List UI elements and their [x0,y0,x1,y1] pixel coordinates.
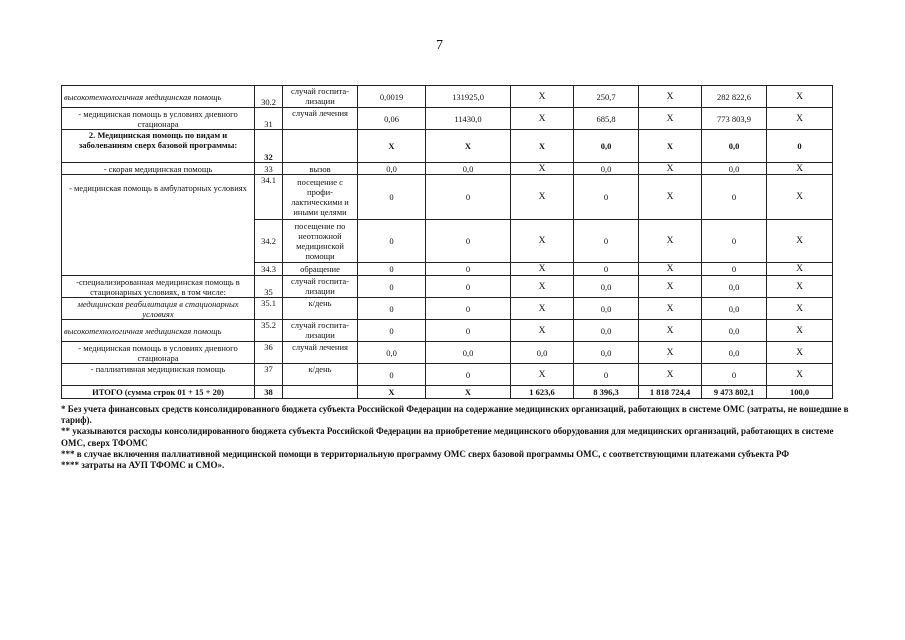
value-cell: 0 [767,130,833,163]
value-cell: Х [767,298,833,320]
value-cell: 0,06 [358,108,426,130]
row-number: 35.2 [255,320,283,342]
row-unit: случай лечения [283,342,358,364]
value-cell: 100,0 [767,386,833,399]
row-unit: к/день [283,298,358,320]
value-cell: Х [511,108,574,130]
row-number: 36 [255,342,283,364]
row-number: 34.1 [255,175,283,220]
value-cell: 9 473 802,1 [702,386,767,399]
value-cell: 0 [702,364,767,386]
row-unit: обращение [283,263,358,276]
value-cell: 0,0 [702,163,767,175]
value-cell: Х [639,342,702,364]
value-cell: 0 [358,220,426,263]
row-name: высокотехнологичная медицинская помощь [62,320,255,342]
value-cell: 0,0 [702,320,767,342]
row-unit: случай госпита-лизации [283,320,358,342]
row-number: 38 [255,386,283,399]
value-cell: 0 [426,263,511,276]
table-row [62,298,833,320]
page-number: 7 [436,38,443,53]
value-cell: 0 [426,175,511,220]
value-cell: Х [767,364,833,386]
row-unit [283,386,358,399]
value-cell: 0 [574,263,639,276]
value-cell: 0,0 [574,342,639,364]
value-cell: 0 [702,175,767,220]
value-cell: 1 818 724,4 [639,386,702,399]
value-cell: 0 [426,364,511,386]
value-cell: 0 [426,298,511,320]
value-cell: Х [426,386,511,399]
row-number: 32 [255,130,283,163]
row-unit [283,130,358,163]
value-cell: 0 [426,320,511,342]
row-name: ИТОГО (сумма строк 01 + 15 + 20) [62,386,255,399]
table-row [62,86,833,108]
table-row [62,175,833,220]
value-cell: Х [511,220,574,263]
row-unit: посещение по неотложной медицинской помощи [283,220,358,263]
value-cell: Х [358,386,426,399]
value-cell: Х [767,108,833,130]
value-cell: 0 [702,263,767,276]
table-row [62,364,833,386]
table-row-total [62,386,833,399]
value-cell: 8 396,3 [574,386,639,399]
value-cell: 0,0 [574,320,639,342]
value-cell: Х [639,108,702,130]
data-table [61,85,833,399]
row-number: 35 [255,276,283,298]
value-cell: 0,0 [574,130,639,163]
value-cell: 0 [426,220,511,263]
row-number: 35.1 [255,298,283,320]
value-cell: 282 822,6 [702,86,767,108]
value-cell: Х [639,263,702,276]
value-cell: Х [639,220,702,263]
value-cell: Х [767,163,833,175]
value-cell: 0 [358,263,426,276]
value-cell: Х [767,276,833,298]
value-cell: 0 [574,175,639,220]
value-cell: Х [511,298,574,320]
value-cell: 0,0 [574,276,639,298]
footnotes [61,404,851,471]
value-cell: 1 623,6 [511,386,574,399]
row-name: - медицинская помощь в амбулаторных условиях [62,175,255,276]
value-cell: 0 [574,220,639,263]
value-cell: 0 [358,320,426,342]
value-cell: 0,0 [702,342,767,364]
value-cell: 0,0 [426,163,511,175]
value-cell: 0 [358,276,426,298]
value-cell: 131925,0 [426,86,511,108]
row-unit: случай госпита-лизации [283,276,358,298]
row-number: 30.2 [255,86,283,108]
value-cell: 0 [358,364,426,386]
row-name: - медицинская помощь в условиях дневного стационара [62,342,255,364]
value-cell: Х [767,342,833,364]
table-row [62,342,833,364]
value-cell: Х [511,276,574,298]
row-number: 34.2 [255,220,283,263]
row-name: - медицинская помощь в условиях дневного стационара [62,108,255,130]
table-row [62,108,833,130]
row-unit: случай госпита-лизации [283,86,358,108]
value-cell: Х [511,320,574,342]
table-row [62,163,833,175]
value-cell: 0,0 [702,276,767,298]
value-cell: 0,0 [511,342,574,364]
row-number: 34.3 [255,263,283,276]
value-cell: 0,0 [574,298,639,320]
value-cell: Х [767,320,833,342]
footnote-2: ** указываются расходы консолидированного бюджета субъекта Российской Федерации на приобретение медицинского оборудования для медицинских организаций, работающих в системе ОМС, сверх ТФОМС [61,426,834,448]
row-name: -специализированная медицинская помощь в стационарных условиях, в том числе: [62,276,255,298]
value-cell: Х [767,86,833,108]
value-cell: Х [639,130,702,163]
footnote-4: **** затраты на АУП ТФОМС и СМО». [61,460,225,471]
value-cell: Х [639,175,702,220]
row-unit: к/день [283,364,358,386]
row-unit: случай лечения [283,108,358,130]
value-cell: 0 [426,276,511,298]
table-row [62,130,833,163]
value-cell: Х [639,86,702,108]
value-cell: 0,0 [702,298,767,320]
row-name: высокотехнологичная медицинская помощь [62,86,255,108]
value-cell: 0,0 [426,342,511,364]
value-cell: 0 [702,220,767,263]
row-number: 31 [255,108,283,130]
value-cell: Х [358,130,426,163]
value-cell: Х [426,130,511,163]
value-cell: Х [511,130,574,163]
value-cell: Х [639,276,702,298]
value-cell: Х [639,364,702,386]
value-cell: Х [511,364,574,386]
value-cell: 0 [358,298,426,320]
value-cell: Х [767,175,833,220]
value-cell: 0,0019 [358,86,426,108]
row-number: 33 [255,163,283,175]
table-row [62,276,833,298]
footnote-1: * Без учета финансовых средств консолидированного бюджета субъекта Российской Федерации на содержание медицинских организаций, работающих в системе ОМС (затраты, не вошедшие в тариф). [61,404,849,426]
value-cell: Х [767,220,833,263]
row-number: 37 [255,364,283,386]
value-cell: 0,0 [358,342,426,364]
value-cell: Х [639,298,702,320]
value-cell: 685,8 [574,108,639,130]
value-cell: Х [511,263,574,276]
footnote-3: *** в случае включения паллиативной медицинской помощи в территориальную программу ОМС сверх базовой программы ОМС, с соответствующими платежами субъекта РФ [61,448,790,459]
row-unit: вызов [283,163,358,175]
value-cell: 0 [358,175,426,220]
value-cell: Х [511,175,574,220]
row-name: медицинская реабилитация в стационарных условиях [62,298,255,320]
value-cell: 250,7 [574,86,639,108]
value-cell: Х [639,163,702,175]
value-cell: 0,0 [358,163,426,175]
value-cell: 0,0 [574,163,639,175]
value-cell: Х [511,163,574,175]
row-name: - паллиативная медицинская помощь [62,364,255,386]
value-cell: 0,0 [702,130,767,163]
value-cell: Х [511,86,574,108]
table-row [62,320,833,342]
value-cell: 0 [574,364,639,386]
value-cell: Х [767,263,833,276]
value-cell: Х [639,320,702,342]
row-name: 2. Медицинская помощь по видам и заболеваниям сверх базовой программы: [62,130,255,163]
row-name: - скорая медицинская помощь [62,163,255,175]
row-unit: посещение с профи-лактическими и иными целями [283,175,358,220]
value-cell: 11430,0 [426,108,511,130]
value-cell: 773 803,9 [702,108,767,130]
